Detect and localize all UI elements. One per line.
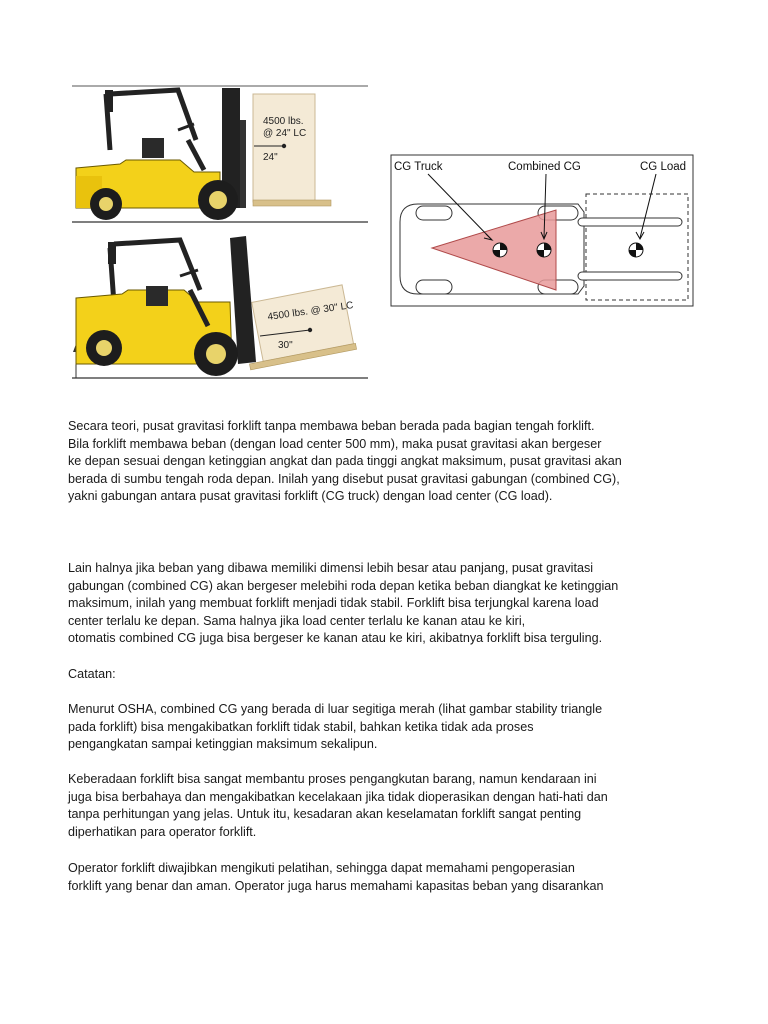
combined-cg-label: Combined CG bbox=[508, 161, 581, 173]
paragraph-safety-awareness bbox=[68, 771, 648, 841]
text-line: forklift yang benar dan aman. Operator juga harus memahami kapasitas beban yang disarankan bbox=[68, 878, 604, 893]
paragraph-center-of-gravity-theory bbox=[68, 418, 648, 506]
text-line: Operator forklift diwajibkan mengikuti pelatihan, sehingga dapat memahami pengoperasian bbox=[68, 861, 575, 875]
text-line: pada forklift) bisa mengakibatkan forklift tidak stabil, bahkan ketika tidak ada proses bbox=[68, 719, 534, 734]
svg-text:Combined CG bbox=[508, 161, 581, 173]
text-line: gabungan (combined CG) akan bergeser melebihi roda depan ketika beban diangkat ke ketinggian bbox=[68, 578, 619, 593]
text-line: pengangkatan sampai ketinggian maksimum sekalipun. bbox=[68, 737, 378, 752]
svg-text:24" bbox=[263, 152, 278, 163]
text-line: center terlalu ke depan. Sama halnya jika load center terlalu ke kanan atau ke kiri, bbox=[68, 613, 526, 628]
forklift-bottom-lc-label: 4500 lbs. @ 30" LC bbox=[266, 300, 355, 323]
text-line: yakni gabungan antara pusat gravitasi forklift (CG truck) dengan load center (CG load). bbox=[68, 489, 553, 504]
text-line: ke depan sesuai dengan ketinggian angkat dan pada tinggi angkat maksimum, pusat gravitasi akan bbox=[68, 454, 622, 469]
paragraph-osha-note bbox=[68, 701, 648, 754]
text-line: juga bisa berbahaya dan mengakibatkan kecelakaan jika tidak dioperasikan dengan hati-hati dan bbox=[68, 789, 608, 804]
forklift-bottom bbox=[72, 236, 368, 378]
text-line: Secara teori, pusat gravitasi forklift tanpa membawa beban berada pada bagian tengah forklift. bbox=[68, 419, 595, 433]
svg-text:CG Truck bbox=[394, 161, 443, 173]
text-line: Catatan: bbox=[68, 667, 116, 681]
cg-load-label: CG Load bbox=[640, 161, 687, 173]
text-line: Bila forklift membawa beban (dengan load center 500 mm), maka pusat gravitasi akan bergeser bbox=[68, 436, 602, 451]
cg-truck-label: CG Truck bbox=[394, 161, 443, 173]
forklift-top-dimension: 24" bbox=[263, 152, 278, 163]
forklift-bottom-dimension: 30" bbox=[278, 340, 293, 351]
text-line: tanpa perhitungan yang jelas. Untuk itu, kesadaran akan keselamatan forklift sangat penting bbox=[68, 807, 582, 822]
cg-truck-marker bbox=[493, 243, 507, 257]
paragraph-large-load bbox=[68, 560, 648, 648]
text-line: otomatis combined CG juga bisa bergeser ke kanan atau ke kiri, akibatnya forklift bisa terguling. bbox=[68, 631, 603, 646]
text-line: berada di sumbu tengah roda depan. Inilah yang disebut pusat gravitasi gabungan (combined CG), bbox=[68, 471, 620, 486]
stability-triangle-figure bbox=[388, 152, 696, 310]
text-line: maksimum, inilah yang membuat forklift menjadi tidak stabil. Forklift bisa terjungkal karena load bbox=[68, 596, 599, 611]
svg-text:4500 lbs. bbox=[263, 116, 304, 127]
text-line: Lain halnya jika beban yang dibawa memiliki dimensi lebih besar atau panjang, pusat gravitasi bbox=[68, 561, 594, 575]
notes-heading bbox=[68, 666, 648, 684]
combined-cg-marker bbox=[537, 243, 551, 257]
text-line: Menurut OSHA, combined CG yang berada di luar segitiga merah (lihat gambar stability triangle bbox=[68, 702, 603, 716]
paragraph-operator-training bbox=[68, 860, 648, 902]
forklift-top bbox=[72, 86, 368, 222]
svg-text:@ 24" LC bbox=[263, 128, 306, 139]
cg-load-marker bbox=[629, 243, 643, 257]
text-line: Keberadaan forklift bisa sangat membantu proses pengangkutan barang, namun kendaraan ini bbox=[68, 772, 597, 786]
forklift-load-center-figure bbox=[70, 80, 375, 385]
svg-text:30" bbox=[278, 340, 293, 351]
forklift-top-lc-label: @ 24" LC bbox=[263, 128, 307, 139]
svg-text:CG Load bbox=[640, 161, 686, 173]
text-line: diperhatikan para operator forklift. bbox=[68, 824, 257, 839]
forklift-top-weight-label: 4500 lbs. bbox=[263, 116, 304, 127]
